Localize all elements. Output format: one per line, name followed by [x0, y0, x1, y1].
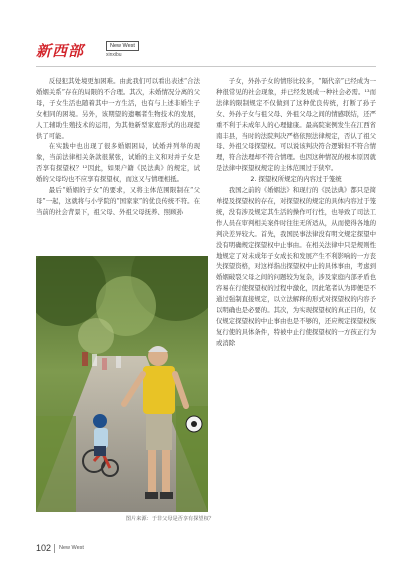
right-column-text — [216, 76, 376, 349]
left-column-text — [36, 76, 200, 218]
photo-caption: 图片来源：于非父母是否享有探望权？ — [125, 516, 214, 522]
soccer-ball — [186, 416, 202, 432]
page-footer — [36, 543, 156, 555]
page-number: 102 — [36, 543, 52, 553]
header-divider — [36, 66, 376, 67]
footer-brand: New West — [59, 545, 84, 551]
logo-text: 新西部 — [36, 42, 85, 60]
logo-subtitle: xinxibu — [106, 52, 122, 58]
paragraph: 我国之前的《婚姻法》和现行的《民法典》都只是简单提及探望权的存在，对探望权的规定的具体内容过于笼统，没有涉及规定其生活的操作可行性，也导致了司法工作人员在审判相关案件时往往无所适从，从而使得各地的判决差异较大。首先，我国民事法律没有明文规定探望中没有明确规定探望权中止事由。在相关法律中只是规则性地规定了对未成年子女成长和发展产生不利影响的一方丧失探望资格，对这样指出探望权中止的具体事由，考虑到婚姻破裂父母之间的问题较为复杂，涉及家庭内部矛盾也容易在行使探望权的过程中激化，因此笔者认为即便是不通过强制直接规定，以立法解释的形式对探望权的内容予以明确也是必要的。其次，为实现探望权的真正目的，仅仅规定探望权的中止事由也是不够的，还应规定探望权恢复行使的具体条件，特被中止行使探望权的一方孩正行为或消除 — [216, 186, 376, 347]
paragraph: 最后“婚姻的子女”的要求，又将主体范围限制在“父母”一起，这就将与小学院的“国家家”的优良传统不符。在当前的社会背景下，祖父母、外祖父母抚养、照顾孙 — [36, 186, 200, 216]
article-photo — [36, 256, 208, 512]
section-subheading: 2. 探望权所规定的内容过于笼统 — [250, 175, 342, 184]
masthead — [36, 40, 376, 64]
footer-divider — [54, 544, 55, 553]
logo-badge: New West — [106, 41, 139, 51]
paragraph: 反侵犯其处境更加困难。由此我们可以看出表述“合法婚姻关系”存在的局限的不合理。其次，未婚情况分离的父母，子女生活也随着其中一方生活，也有与上述非婚生子女相同的困境。另外，该期望的遗嘱者生物技术的发展，人工辅助生殖技术的运用，为其他新型家庭形式的出现提供了可能。 — [36, 77, 200, 140]
paragraph: 子女，外孙子女的情形比较多，“隔代亲”已经成为一种很常见的社会现象，并已经发展成一种社会必需。¹³而法律的限制规定不仅做到了这种优良传统，打断了孙子女、外孙子女与祖父母、外祖父母之间的情感联结，还严重不利于未成年人的心理健康。最高院案例发生在江西省南丰县，当时的法院判决严格依照法律规定，否认了祖父母、外祖父母探望权。可以说该判决符合逻辑但不符合情理，符合法理却不符合情理。也因这种情况的根本原因就是法律中探望权规定的主体范围过于狭窄。 — [216, 77, 376, 173]
paragraph: 在实践中也出现了很多婚姻困局，试婚并列举的现象，当前法律相关条款很紧张，试婚的主义和对并子女是否享有探望权？¹²因此，如果户籍《民法典》的规定，试婚的父母均也不应享有探望权，而这又与情理相抵。 — [36, 142, 200, 184]
